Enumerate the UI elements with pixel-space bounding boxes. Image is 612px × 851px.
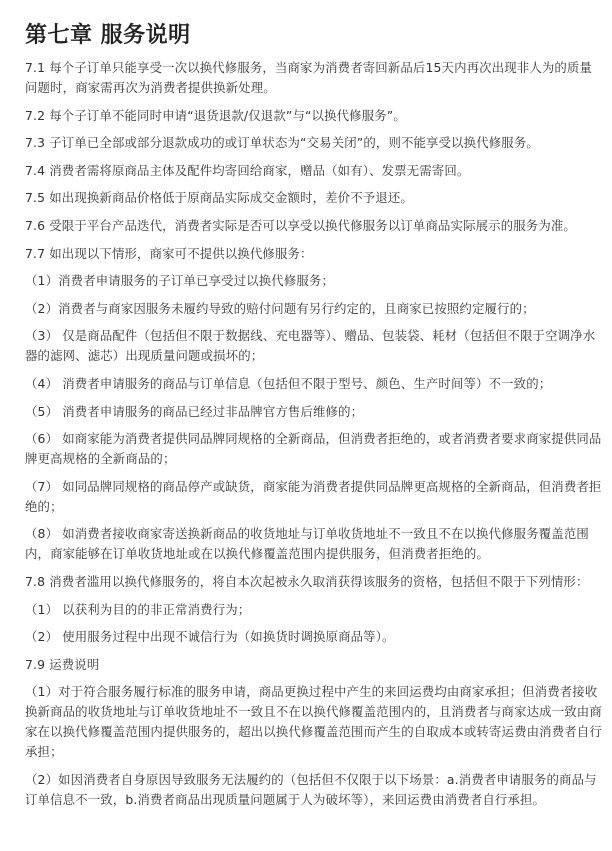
chapter-title: 第七章 服务说明 <box>25 23 191 48</box>
clause-7-7-item-7: （7） 如同品牌同规格的商品停产或缺货，商家能为消费者提供同品牌更高规格的全新商品，但消费者拒绝的； <box>25 478 602 514</box>
clause-7-7-item-6: （6） 如商家能为消费者提供同品牌同规格的全新商品，但消费者拒绝的，或者消费者要求商家提供同品牌更高规格的全新商品的； <box>25 431 602 467</box>
clause-7-3: 7.3 子订单已全部或部分退款成功的或订单状态为“交易关闭”的，则不能享受以换代修服务。 <box>25 135 539 151</box>
clause-7-4: 7.4 消费者需将原商品主体及配件均寄回给商家，赠品（如有）、发票无需寄回。 <box>25 162 470 178</box>
clause-7-5: 7.5 如出现换新商品价格低于原商品实际成交金额时，差价不予退还。 <box>25 190 413 206</box>
clause-7-9: 7.9 运费说明 <box>25 656 100 672</box>
clause-7-9-item-1: （1）对于符合服务履行标准的服务申请，商品更换过程中产生的来回运费均由商家承担；但消费者接收换新商品的收货地址与订单收货地址不一致且不在以换代修覆盖范围内的，且消费者与商家达成一致由商家在以换代修覆盖范围内提供服务的，超出以换代修覆盖范围而产生的自取成本或转寄运费由消费者自行承担； <box>25 684 602 760</box>
clause-7-7-item-4: （4） 消费者申请服务的商品与订单信息（包括但不限于型号、颜色、生产时间等）不一致的； <box>25 375 552 391</box>
clause-list <box>25 58 602 810</box>
clause-7-7-item-8: （8） 如消费者接收商家寄送换新商品的收货地址与订单收货地址不一致且不在以换代修服务覆盖范围内，商家能够在订单收货地址或在以换代修覆盖范围内提供服务，但消费者拒绝的。 <box>25 526 589 562</box>
clause-7-7-item-5: （5） 消费者申请服务的商品已经过非品牌官方售后维修的； <box>25 403 364 419</box>
clause-7-8: 7.8 消费者滥用以换代修服务的，将自本次起被永久取消获得该服务的资格，包括但不限于下列情形： <box>25 573 589 589</box>
clause-7-7-item-2: （2）消费者与商家因服务未履约导致的赔付问题有另行约定的，且商家已按照约定履行的； <box>25 300 535 316</box>
clause-7-2: 7.2 每个子订单不能同时申请“退货退款/仅退款”与“以换代修服务”。 <box>25 107 406 123</box>
clause-7-7-item-3: （3） 仅是商品配件（包括但不限于数据线、充电器等）、赠品、包装袋、耗材（包括但不限于空调净水器的滤网、滤芯）出现质量问题或损坏的； <box>25 328 596 364</box>
clause-7-8-item-2: （2） 使用服务过程中出现不诚信行为（如换货时调换原商品等）。 <box>25 629 395 645</box>
clause-7-9-item-2: （2）如因消费者自身原因导致服务无法履约的（包括但不仅限于以下场景：a.消费者申请服务的商品与订单信息不一致，b.消费者商品出现质量问题属于人为破坏等），来回运费由消费者自行承担。 <box>25 771 597 807</box>
clause-7-7-item-1: （1）消费者申请服务的子订单已享受过以换代修服务； <box>25 273 335 289</box>
clause-7-6: 7.6 受限于平台产品迭代，消费者实际是否可以享受以换代修服务以订单商品实际展示的服务为准。 <box>25 217 576 233</box>
clause-7-8-item-1: （1） 以获利为目的的非正常消费行为； <box>25 601 251 617</box>
clause-7-1: 7.1 每个子订单只能享受一次以换代修服务，当商家为消费者寄回新品后15天内再次出现非人为的质量问题时，商家需再次为消费者提供换新处理。 <box>25 60 593 95</box>
clause-7-7: 7.7 如出现以下情形，商家可不提供以换代修服务： <box>25 245 313 261</box>
